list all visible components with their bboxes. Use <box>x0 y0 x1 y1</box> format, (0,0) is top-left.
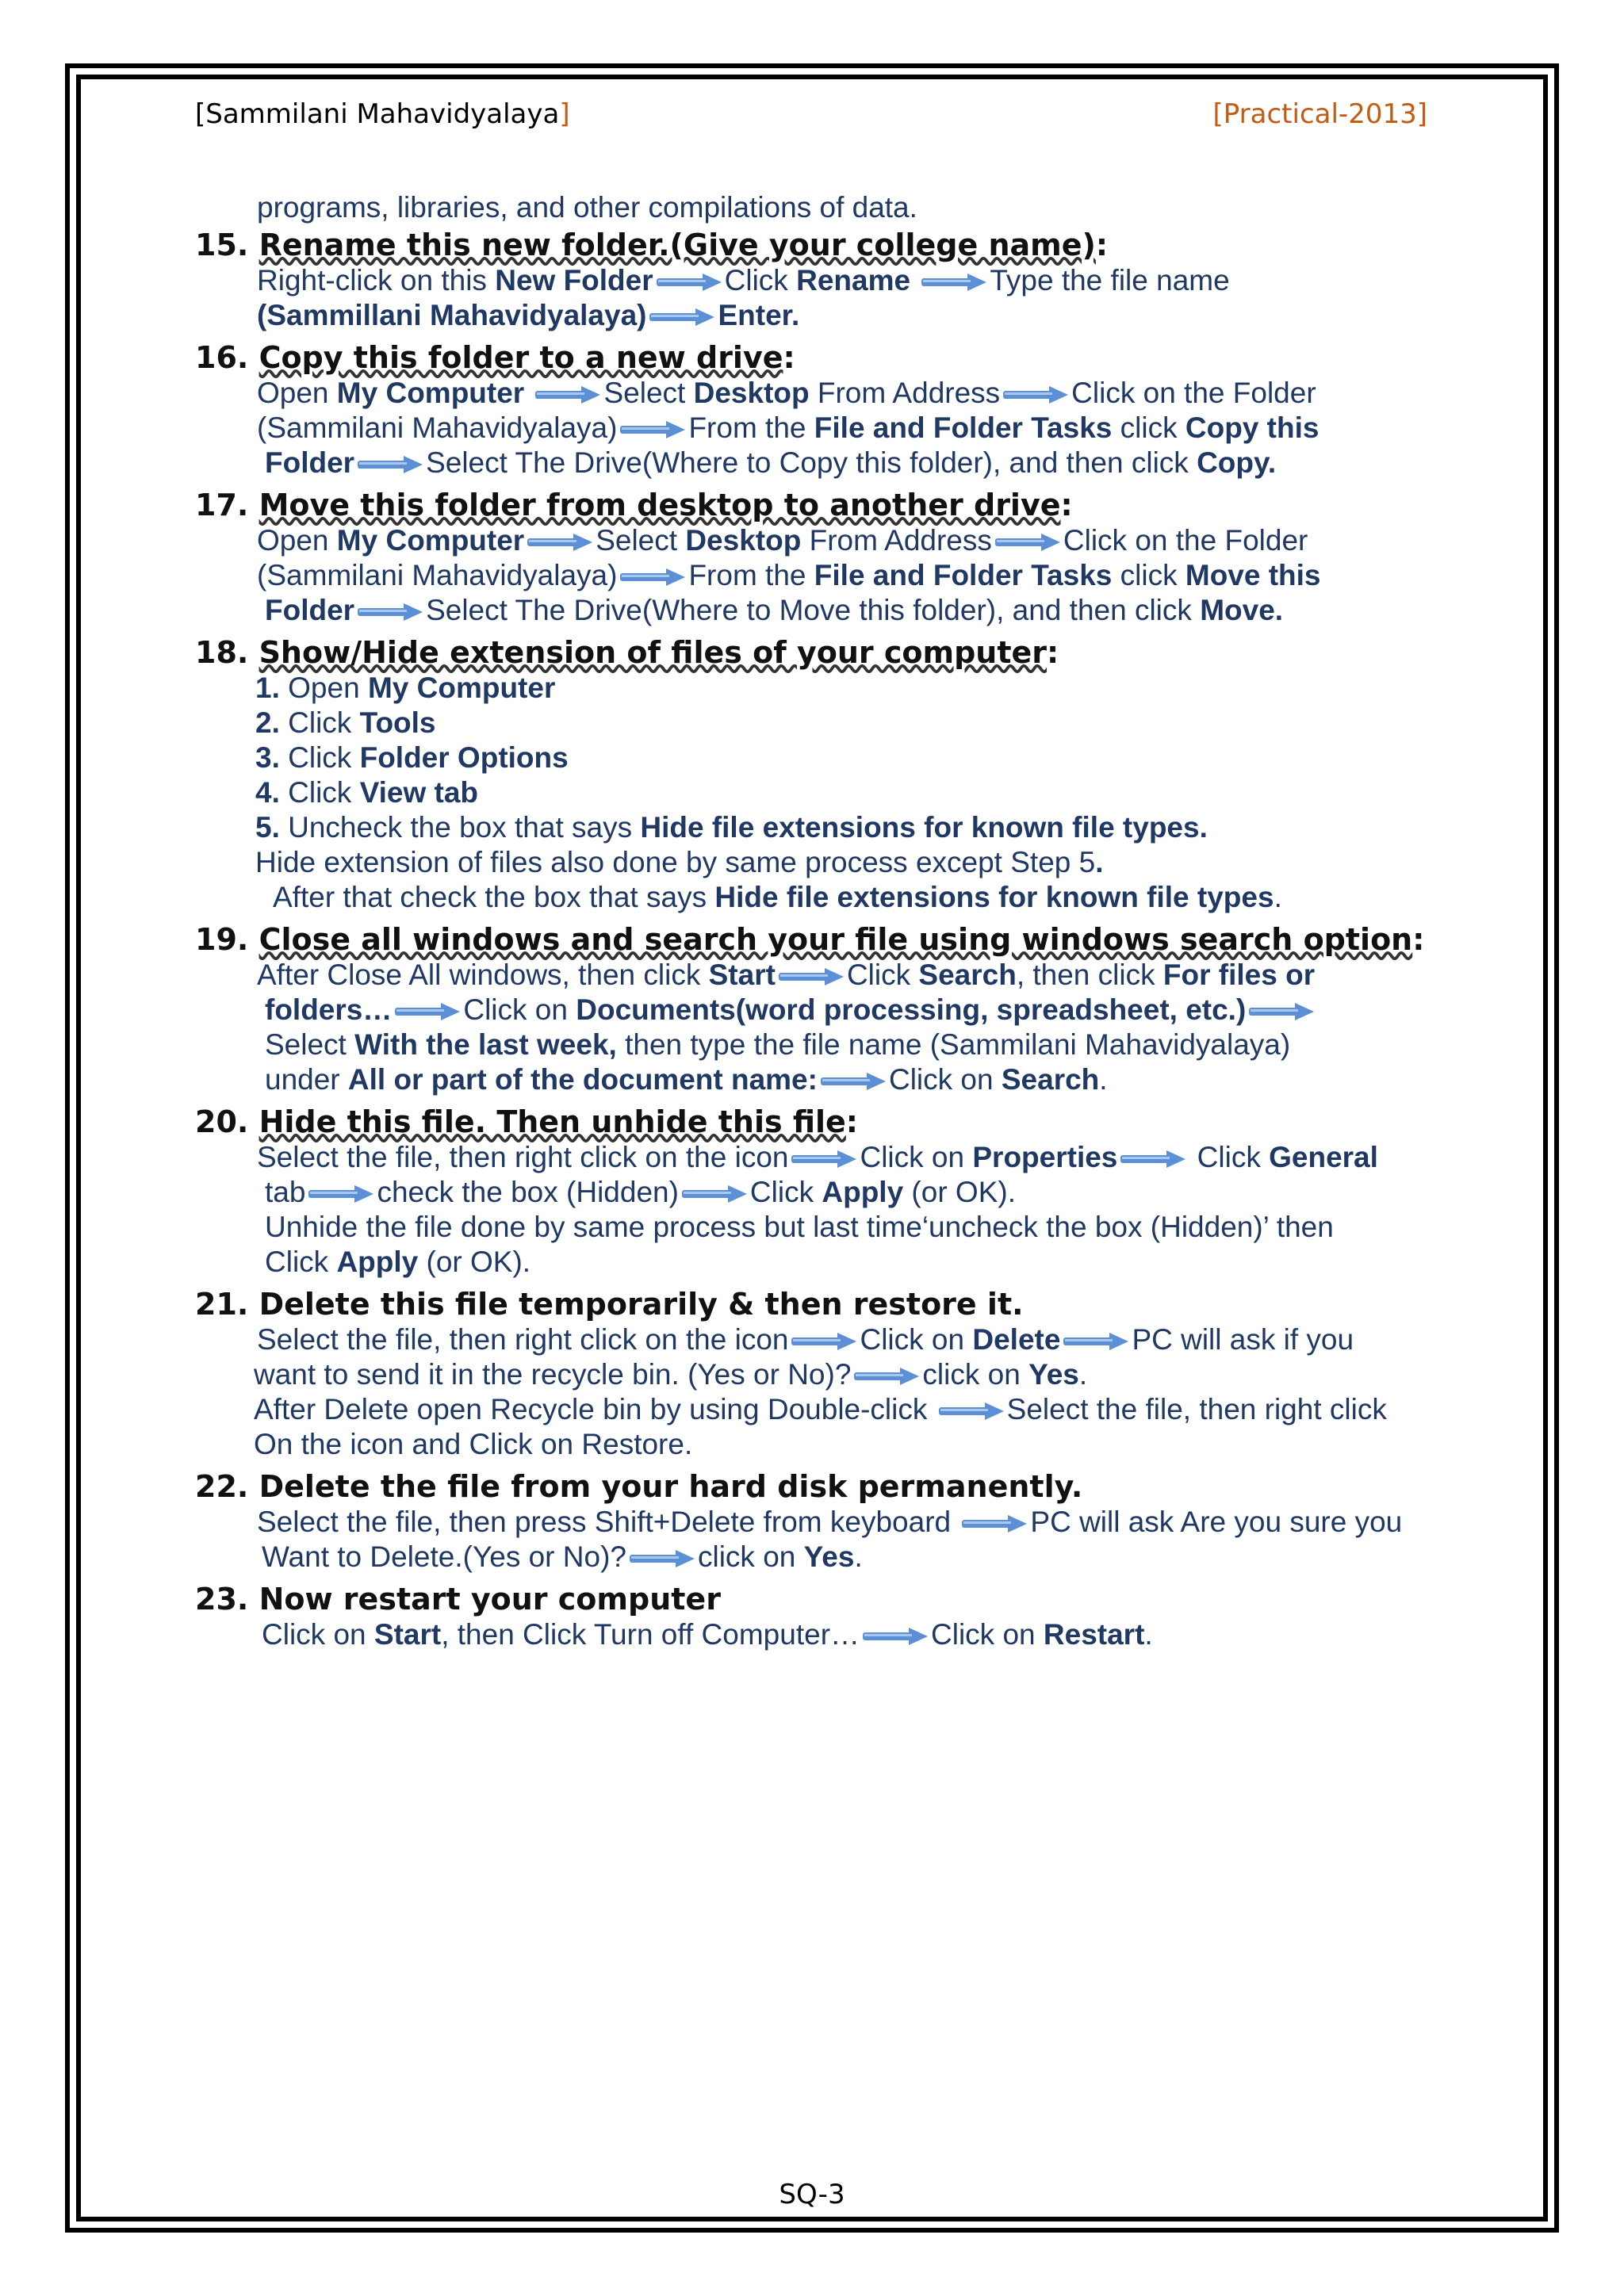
arrow-right-icon <box>777 966 845 987</box>
instruction-line: Select the file, then right click on the icon Click on Delete PC will ask if you <box>257 1323 1354 1356</box>
question-title: Copy this folder to a new drive <box>259 340 783 375</box>
arrow-right-icon <box>307 1184 375 1204</box>
question-21: 21. Delete this file temporarily & then restore it. Select the file, then right click on the icon Click on Delete PC will ask if you want to send it in the recycle bin. (Yes or No)? click on Yes. After Delete open Recycle bin by using Double-click Select the file, then right click On the icon and Click on Restore. <box>195 1286 1448 1462</box>
arrow-right-icon <box>790 1149 858 1169</box>
question-title: Move this folder from desktop to another drive <box>259 488 1061 522</box>
arrow-right-icon <box>628 1548 696 1569</box>
arrow-right-icon <box>960 1513 1028 1534</box>
step-1: 1. Open My Computer <box>255 672 556 704</box>
arrow-right-icon <box>648 307 716 327</box>
arrow-right-icon <box>534 385 602 405</box>
instruction-line: folders… Click on Documents(word processing, spreadsheet, etc.) <box>257 993 1448 1027</box>
instruction-line: Open My Computer Select Desktop From Address Click on the Folder <box>257 524 1308 557</box>
instruction-line: (Sammillani Mahavidyalaya) Enter. <box>257 299 800 331</box>
document-content <box>195 190 1448 1652</box>
question-19: 19. Close all windows and search your file using windows search option: After Close All windows, then click Start Click Search, then click For files or folders… Click on Documents(word processing, spreadsheet, etc.) Select With the last week, then type the file name (Sammilani Mahavidyalaya) under All or part of the document name: Click on Search. <box>195 921 1448 1097</box>
arrow-right-icon <box>1119 1149 1187 1169</box>
step-5: 5. Uncheck the box that says Hide file extensions for known file types. <box>255 811 1208 844</box>
arrow-right-icon <box>356 602 424 622</box>
instruction-line: want to send it in the recycle bin. (Yes or No)? click on Yes. <box>254 1358 1088 1391</box>
instruction-line: Click on Start, then Click Turn off Computer… Click on Restart. <box>262 1618 1153 1651</box>
header-practical: [Practical-2013] <box>1212 98 1427 130</box>
question-20: 20. Hide this file. Then unhide this file: Select the file, then right click on the icon Click on Properties Click General tab check the box (Hidden) Click Apply (or OK). Unhide the file done by same process but last time‘uncheck the box (Hidden)’ then Click Apply (or OK). <box>195 1104 1448 1280</box>
instruction-line: (Sammilani Mahavidyalaya) From the File and Folder Tasks click Copy this <box>257 411 1320 444</box>
arrow-right-icon <box>790 1331 858 1352</box>
question-title: Delete this file temporarily & then restore it. <box>259 1287 1024 1322</box>
instruction-line: On the icon and Click on Restore. <box>254 1428 693 1460</box>
instruction-line: Folder Select The Drive(Where to Copy this folder), and then click Copy. <box>265 446 1277 479</box>
instruction-line: Unhide the file done by same process but last time‘uncheck the box (Hidden)’ then <box>265 1211 1334 1243</box>
instruction-line: Right-click on this New Folder Click Rename Type the file name <box>257 264 1230 297</box>
arrow-right-icon <box>937 1401 1005 1422</box>
instruction-line: Select With the last week, then type the file name (Sammilani Mahavidyalaya) <box>265 1028 1291 1061</box>
instruction-line: tab check the box (Hidden) Click Apply (or OK). <box>265 1176 1016 1208</box>
question-title: Now restart your computer <box>259 1582 721 1617</box>
instruction-line: After Delete open Recycle bin by using Double-click Select the file, then right click <box>254 1393 1387 1425</box>
instruction-line: After Close All windows, then click Start Click Search, then click For files or <box>257 959 1316 991</box>
question-title: Delete the file from your hard disk permanently. <box>259 1469 1083 1504</box>
header-college: [Sammilani Mahavidyalaya] <box>195 98 570 130</box>
instruction-line: Select the file, then press Shift+Delete from keyboard PC will ask Are you sure you <box>257 1506 1403 1538</box>
question-title: Show/Hide extension of files of your computer <box>259 635 1048 670</box>
instruction-line: Want to Delete.(Yes or No)? click on Yes. <box>262 1540 863 1573</box>
note-line: Hide extension of files also done by same process except Step 5. <box>255 846 1104 878</box>
instruction-line: under All or part of the document name: Click on Search. <box>265 1063 1108 1096</box>
arrow-right-icon <box>393 1001 462 1022</box>
arrow-right-icon <box>1247 1001 1316 1022</box>
arrow-right-icon <box>994 532 1062 553</box>
instruction-line: Open My Computer Select Desktop From Address Click on the Folder <box>257 377 1316 409</box>
question-18: 18. Show/Hide extension of files of your computer: 1. Open My Computer 2. Click Tools 3. Click Folder Options 4. Click View tab 5. Uncheck the box that says Hide file extensions for known file types. Hide extension of files also done by same process except Step 5. After that check the box that says Hide file extensions for known file types. <box>195 634 1448 915</box>
arrow-right-icon <box>1002 385 1070 405</box>
arrow-right-icon <box>1062 1331 1130 1352</box>
question-title: Close all windows and search your file using windows search option <box>259 922 1413 957</box>
arrow-right-icon <box>680 1184 749 1204</box>
question-22: 22. Delete the file from your hard disk permanently. Select the file, then press Shift+Delete from keyboard PC will ask Are you sure you Want to Delete.(Yes or No)? click on Yes. <box>195 1468 1448 1575</box>
instruction-line: Select the file, then right click on the icon Click on Properties Click General <box>257 1141 1378 1173</box>
step-3: 3. Click Folder Options <box>255 741 569 774</box>
note-line: After that check the box that says Hide file extensions for known file types. <box>273 881 1282 913</box>
arrow-right-icon <box>861 1626 929 1647</box>
intro-line: programs, libraries, and other compilations of data. <box>257 191 917 224</box>
arrow-right-icon <box>619 419 687 440</box>
question-17: 17. Move this folder from desktop to another drive: Open My Computer Select Desktop From Address Click on the Folder (Sammilani Mahavidyalaya) From the File and Folder Tasks click Move this Folder Select The Drive(Where to Move this folder), and then click Move. <box>195 487 1448 628</box>
arrow-right-icon <box>655 272 723 293</box>
question-15: 15. Rename this new folder.(Give your college name): Right-click on this New Folder Click Rename Type the file name (Sammillani Mahavidyalaya) Enter. <box>195 227 1448 333</box>
step-4: 4. Click View tab <box>255 776 479 809</box>
instruction-line: Click Apply (or OK). <box>265 1246 531 1278</box>
arrow-right-icon <box>619 567 687 587</box>
arrow-right-icon <box>920 272 988 293</box>
step-2: 2. Click Tools <box>255 706 436 739</box>
question-title: Hide this file. Then unhide this file <box>259 1104 846 1139</box>
arrow-right-icon <box>852 1366 921 1387</box>
question-23: 23. Now restart your computer Click on Start, then Click Turn off Computer… Click on Restart. <box>195 1581 1448 1652</box>
instruction-line: (Sammilani Mahavidyalaya) From the File and Folder Tasks click Move this <box>257 559 1321 591</box>
question-title: Rename this new folder.(Give your college name) <box>259 228 1096 262</box>
instruction-line: Folder Select The Drive(Where to Move this folder), and then click Move. <box>265 594 1284 626</box>
arrow-right-icon <box>819 1071 887 1092</box>
arrow-right-icon <box>356 454 424 475</box>
question-16: 16. Copy this folder to a new drive: Open My Computer Select Desktop From Address Click on the Folder (Sammilani Mahavidyalaya) From the File and Folder Tasks click Copy this Folder Select The Drive(Where to Copy this folder), and then click Copy. <box>195 339 1448 480</box>
arrow-right-icon <box>526 532 594 553</box>
page-number: SQ-3 <box>779 2179 845 2210</box>
